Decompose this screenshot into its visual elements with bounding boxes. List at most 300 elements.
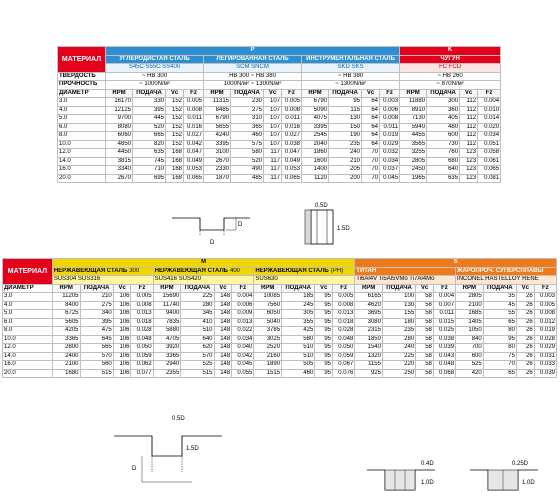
bottom-value-cell: 600: [456, 352, 484, 361]
top-value-cell: 1600: [302, 157, 329, 166]
bottom-material-name-row: [3, 267, 557, 276]
bottom-value-cell: 0.039: [433, 344, 455, 353]
top-hardness-value: ~ HB 300: [106, 72, 204, 81]
top-value-cell: 5940: [400, 123, 427, 132]
bottom-value-cell: 0.048: [131, 335, 153, 344]
bottom-value-cell: 95: [315, 352, 333, 361]
top-value-cell: 0.042: [184, 140, 204, 149]
top-value-cell: 0.005: [282, 98, 302, 107]
bottom-value-cell: 460: [282, 369, 315, 378]
bottom-value-cell: 106: [113, 310, 131, 319]
top-value-cell: 123: [460, 157, 478, 166]
top-table-row: [58, 157, 501, 166]
top-value-cell: 3395: [204, 140, 231, 149]
bottom-value-cell: 620: [181, 344, 214, 353]
top-table-row: [58, 140, 501, 149]
top-value-cell: 70: [362, 174, 380, 183]
bottom-value-cell: 395: [80, 318, 113, 327]
bottom-value-cell: 570: [181, 352, 214, 361]
bottom-value-cell: 148: [214, 293, 232, 302]
bottom-material-name-text: НЕРЖАВЕЮЩАЯ СТАЛЬ: [255, 267, 329, 274]
bottom-table-row: [3, 327, 557, 336]
bottom-value-cell: 305: [282, 310, 315, 319]
top-table-row: [58, 174, 501, 183]
top-value-cell: 635: [427, 174, 460, 183]
bottom-material-grades: INCONEL HASTELLOY RENE: [456, 276, 557, 285]
bottom-column-header: RPM: [153, 284, 181, 293]
bottom-value-cell: 26: [516, 318, 534, 327]
bottom-value-cell: 0.004: [232, 293, 254, 302]
top-column-header: Fz: [184, 89, 204, 98]
bottom-value-cell: 58: [416, 318, 434, 327]
bottom-value-cell: 280: [382, 335, 415, 344]
bottom-value-cell: 3365: [153, 352, 181, 361]
bottom-pocket-diagram-b: [468, 460, 548, 504]
bottom-value-cell: 95: [315, 318, 333, 327]
bottom-value-cell: 106: [113, 361, 131, 370]
bottom-material-name-text: ТИТАН: [356, 267, 377, 274]
top-value-cell: 0.047: [282, 149, 302, 158]
bottom-value-cell: 148: [214, 344, 232, 353]
top-diameter-cell: 4.0: [58, 106, 106, 115]
top-value-cell: 150: [329, 123, 362, 132]
bottom-value-cell: 7560: [254, 301, 282, 310]
top-value-cell: 112: [460, 140, 478, 149]
bottom-slot-diagram-label-side: 1.5D: [186, 446, 199, 452]
top-material-name: ИНСТРУМЕНТАЛЬНАЯ СТАЛЬ: [302, 55, 400, 64]
bottom-material-grades: SUS630: [254, 276, 355, 285]
bottom-value-cell: 148: [214, 318, 232, 327]
top-value-cell: 2040: [302, 140, 329, 149]
bottom-group-row: [3, 259, 557, 268]
bottom-pocket-diagram-a-label-top: 0.4D: [421, 461, 434, 467]
top-value-cell: 3565: [400, 140, 427, 149]
top-value-cell: 730: [427, 140, 460, 149]
top-material-name: ЧУГУН: [400, 55, 501, 64]
bottom-value-cell: 0.068: [433, 369, 455, 378]
top-value-cell: 635: [133, 149, 166, 158]
top-value-cell: 3815: [106, 157, 133, 166]
bottom-value-cell: 0.025: [433, 327, 455, 336]
bottom-material-grades: Ti6Al4V Ti5Al5VMo Ti7Al4Mo: [355, 276, 456, 285]
top-value-cell: 710: [133, 166, 166, 175]
bottom-value-cell: 0.004: [433, 293, 455, 302]
bottom-value-cell: 148: [214, 369, 232, 378]
bottom-value-cell: 130: [382, 301, 415, 310]
bottom-value-cell: 0.007: [433, 301, 455, 310]
top-value-cell: 0.008: [184, 106, 204, 115]
bottom-diameter-cell: 8.0: [3, 327, 53, 336]
top-value-cell: 0.065: [478, 166, 501, 175]
top-pocket-diagram-label-top: 0.5D: [315, 203, 328, 209]
top-value-cell: 123: [460, 166, 478, 175]
bottom-value-cell: 58: [416, 335, 434, 344]
bottom-value-cell: 0.008: [131, 301, 153, 310]
bottom-value-cell: 0.013: [131, 310, 153, 319]
bottom-material-grades: SUS416 SUS420: [153, 276, 254, 285]
bottom-value-cell: 0.003: [534, 293, 556, 302]
top-value-cell: 1400: [302, 166, 329, 175]
bottom-slot-diagram-label-top: 0.5D: [172, 416, 185, 422]
top-value-cell: 117: [264, 174, 282, 183]
bottom-material-name: [355, 267, 456, 276]
bottom-value-cell: 410: [181, 318, 214, 327]
top-value-cell: 520: [231, 157, 264, 166]
bottom-slot-diagram: [112, 412, 232, 497]
top-hardness-value: ~ HB 260: [400, 72, 501, 81]
bottom-value-cell: 26: [516, 310, 534, 319]
bottom-value-cell: 148: [214, 335, 232, 344]
top-hardness-value: ~ HB 380: [302, 72, 400, 81]
top-value-cell: 5655: [204, 123, 231, 132]
bottom-value-cell: 0.009: [232, 310, 254, 319]
top-value-cell: 480: [427, 123, 460, 132]
top-value-cell: 112: [460, 98, 478, 107]
top-value-cell: 12125: [106, 106, 133, 115]
bottom-value-cell: 0.031: [534, 352, 556, 361]
bottom-value-cell: 2315: [355, 327, 383, 336]
bottom-value-cell: 1515: [254, 369, 282, 378]
bottom-value-cell: 0.029: [534, 344, 556, 353]
top-cutting-table: [57, 46, 501, 183]
top-value-cell: 0.029: [380, 140, 400, 149]
bottom-value-cell: 100: [382, 293, 415, 302]
top-value-cell: 0.019: [380, 132, 400, 141]
top-value-cell: 0.049: [282, 157, 302, 166]
bottom-value-cell: 65: [483, 369, 516, 378]
top-value-cell: 168: [166, 166, 184, 175]
bottom-column-header: ПОДАЧА: [282, 284, 315, 293]
bottom-value-cell: 6725: [52, 310, 80, 319]
bottom-column-header: Fz: [131, 284, 153, 293]
bottom-value-cell: 225: [181, 293, 214, 302]
top-value-cell: 2330: [204, 166, 231, 175]
bottom-value-cell: 0.028: [534, 335, 556, 344]
top-value-cell: 64: [362, 123, 380, 132]
bottom-value-cell: 420: [456, 369, 484, 378]
bottom-diameter-cell: 3.0: [3, 293, 53, 302]
bottom-value-cell: 340: [80, 310, 113, 319]
bottom-value-cell: 0.011: [433, 310, 455, 319]
bottom-material-name-text: НЕРЖАВЕЮЩАЯ СТАЛЬ: [154, 267, 228, 274]
bottom-value-cell: 0.008: [534, 310, 556, 319]
top-hardness-label: ТВЕРДОСТЬ: [58, 72, 106, 81]
bottom-value-cell: 11740: [153, 301, 181, 310]
bottom-value-cell: 148: [214, 310, 232, 319]
bottom-table-row: [3, 301, 557, 310]
top-value-cell: 0.010: [478, 106, 501, 115]
top-value-cell: 695: [133, 174, 166, 183]
bottom-column-header-row: [3, 284, 557, 293]
top-column-header: RPM: [106, 89, 133, 98]
bottom-value-cell: 3080: [355, 318, 383, 327]
top-value-cell: 11315: [204, 98, 231, 107]
bottom-value-cell: 35: [483, 293, 516, 302]
top-value-cell: 8910: [400, 106, 427, 115]
bottom-value-cell: 0.033: [534, 361, 556, 370]
bottom-value-cell: 1680: [52, 369, 80, 378]
top-column-header: ПОДАЧА: [329, 89, 362, 98]
top-value-cell: 190: [329, 132, 362, 141]
bottom-value-cell: 58: [416, 352, 434, 361]
top-material-grade-row: [58, 64, 501, 73]
top-value-cell: 205: [329, 166, 362, 175]
top-value-cell: 2450: [400, 166, 427, 175]
top-diameter-cell: 3.0: [58, 98, 106, 107]
bottom-diameter-cell: 14.0: [3, 352, 53, 361]
bottom-value-cell: 570: [80, 352, 113, 361]
top-strength-label: ПРОЧНОСТЬ: [58, 81, 106, 90]
bottom-value-cell: 0.045: [232, 361, 254, 370]
top-value-cell: 11880: [400, 98, 427, 107]
top-value-cell: 520: [133, 123, 166, 132]
bottom-value-cell: 515: [181, 369, 214, 378]
top-value-cell: 665: [133, 132, 166, 141]
top-column-header: Fz: [282, 89, 302, 98]
bottom-value-cell: 280: [181, 301, 214, 310]
top-column-header: RPM: [204, 89, 231, 98]
bottom-value-cell: 0.015: [433, 318, 455, 327]
bottom-value-cell: 560: [80, 361, 113, 370]
top-value-cell: 820: [133, 140, 166, 149]
top-column-header: Vc: [460, 89, 478, 98]
top-value-cell: 70: [362, 149, 380, 158]
top-value-cell: 0.037: [380, 166, 400, 175]
bottom-value-cell: 3025: [254, 335, 282, 344]
top-value-cell: 8485: [204, 106, 231, 115]
top-value-cell: 0.011: [184, 115, 204, 124]
top-value-cell: 152: [166, 115, 184, 124]
top-value-cell: 760: [427, 149, 460, 158]
bottom-value-cell: 2355: [153, 369, 181, 378]
top-value-cell: 1120: [302, 174, 329, 183]
top-column-header: ПОДАЧА: [427, 89, 460, 98]
top-diameter-cell: 20.0: [58, 174, 106, 183]
top-value-cell: 0.032: [380, 149, 400, 158]
bottom-value-cell: 95: [315, 301, 333, 310]
top-value-cell: 9700: [106, 115, 133, 124]
top-value-cell: 3255: [400, 149, 427, 158]
top-diameter-label: ДИАМЕТР: [58, 89, 106, 98]
bottom-value-cell: 6165: [355, 293, 383, 302]
bottom-column-header: ПОДАЧА: [80, 284, 113, 293]
top-column-header: RPM: [302, 89, 329, 98]
top-value-cell: 330: [133, 98, 166, 107]
bottom-value-cell: 26: [516, 369, 534, 378]
bottom-value-cell: 26: [516, 327, 534, 336]
top-value-cell: 0.034: [380, 157, 400, 166]
bottom-value-cell: 3785: [254, 327, 282, 336]
top-slot-diagram-label-d1: D: [238, 222, 243, 228]
top-diameter-cell: 12.0: [58, 149, 106, 158]
bottom-value-cell: 2100: [456, 301, 484, 310]
top-value-cell: 4450: [106, 149, 133, 158]
bottom-value-cell: 4620: [355, 301, 383, 310]
bottom-value-cell: 58: [416, 344, 434, 353]
bottom-value-cell: 58: [416, 301, 434, 310]
bottom-value-cell: 0.038: [433, 335, 455, 344]
top-value-cell: 112: [460, 106, 478, 115]
top-value-cell: 0.081: [478, 174, 501, 183]
bottom-material-name-text: НЕРЖАВЕЮЩАЯ СТАЛЬ: [53, 267, 128, 274]
bottom-value-cell: 58: [416, 327, 434, 336]
bottom-value-cell: 58: [416, 369, 434, 378]
top-group-row: [58, 47, 501, 56]
top-value-cell: 95: [329, 98, 362, 107]
top-value-cell: 64: [362, 98, 380, 107]
bottom-value-cell: 1540: [355, 344, 383, 353]
bottom-value-cell: 510: [181, 327, 214, 336]
bottom-value-cell: 0.067: [333, 361, 355, 370]
top-value-cell: 485: [231, 174, 264, 183]
top-value-cell: 0.038: [282, 140, 302, 149]
bottom-value-cell: 0.013: [232, 318, 254, 327]
top-value-cell: 168: [166, 174, 184, 183]
top-material-label: МАТЕРИАЛ: [58, 47, 106, 73]
bottom-value-cell: 0.005: [534, 301, 556, 310]
bottom-value-cell: 106: [113, 293, 131, 302]
bottom-value-cell: 0.039: [534, 369, 556, 378]
bottom-value-cell: 0.018: [131, 318, 153, 327]
bottom-diameter-label: ДИАМЕТР: [3, 284, 53, 293]
bottom-table-row: [3, 310, 557, 319]
bottom-value-cell: 355: [282, 318, 315, 327]
bottom-value-cell: 75: [483, 352, 516, 361]
bottom-diameter-cell: 10.0: [3, 335, 53, 344]
top-value-cell: 0.047: [184, 149, 204, 158]
bottom-diameter-cell: 5.0: [3, 310, 53, 319]
bottom-column-header: Fz: [534, 284, 556, 293]
bottom-value-cell: 0.018: [333, 318, 355, 327]
top-column-header: ПОДАЧА: [231, 89, 264, 98]
top-value-cell: 0.027: [184, 132, 204, 141]
bottom-value-cell: 80: [483, 327, 516, 336]
bottom-value-cell: 45: [483, 301, 516, 310]
bottom-value-cell: 8400: [52, 301, 80, 310]
top-group-p: P: [106, 47, 400, 56]
bottom-pocket-diagram-b-label-top: 0.25D: [512, 461, 529, 467]
bottom-value-cell: 1850: [355, 335, 383, 344]
bottom-value-cell: 106: [113, 344, 131, 353]
top-material-grades: FC FCD: [400, 64, 501, 73]
bottom-value-cell: 0.059: [333, 352, 355, 361]
bottom-pocket-diagram-a: [365, 460, 445, 504]
bottom-value-cell: 525: [181, 361, 214, 370]
top-hardness-row: [58, 72, 501, 81]
top-value-cell: 6060: [106, 132, 133, 141]
bottom-value-cell: 220: [382, 361, 415, 370]
bottom-value-cell: 2100: [52, 361, 80, 370]
top-value-cell: 130: [329, 115, 362, 124]
top-column-header-row: [58, 89, 501, 98]
bottom-value-cell: 0.008: [333, 301, 355, 310]
top-value-cell: 300: [427, 98, 460, 107]
bottom-value-cell: 2400: [52, 352, 80, 361]
bottom-value-cell: 510: [282, 352, 315, 361]
bottom-pocket-diagram-a-label-side: 1.0D: [421, 480, 434, 486]
bottom-diameter-cell: 6.0: [3, 318, 53, 327]
top-value-cell: 168: [166, 157, 184, 166]
top-value-cell: 680: [427, 157, 460, 166]
bottom-value-cell: 70: [483, 361, 516, 370]
top-material-name: УГЛЕРОДИСТАЯ СТАЛЬ: [106, 55, 204, 64]
bottom-value-cell: 0.077: [131, 369, 153, 378]
bottom-material-name: [153, 267, 254, 276]
top-column-header: Fz: [478, 89, 501, 98]
bottom-material-name-suffix: 400: [229, 267, 240, 274]
bottom-value-cell: 106: [113, 335, 131, 344]
bottom-value-cell: 250: [382, 369, 415, 378]
bottom-value-cell: 95: [315, 335, 333, 344]
top-column-header: Fz: [380, 89, 400, 98]
bottom-column-header: RPM: [355, 284, 383, 293]
top-value-cell: 168: [166, 149, 184, 158]
top-value-cell: 360: [427, 106, 460, 115]
bottom-material-name: [52, 267, 153, 276]
top-value-cell: 107: [264, 123, 282, 132]
top-value-cell: 0.008: [380, 115, 400, 124]
bottom-value-cell: 0.043: [433, 352, 455, 361]
top-strength-value: ~ 870N/м²: [400, 81, 501, 90]
bottom-value-cell: 1890: [254, 361, 282, 370]
top-hardness-value: HB 300 ~ HB 380: [204, 72, 302, 81]
bottom-value-cell: 148: [214, 361, 232, 370]
bottom-value-cell: 240: [382, 344, 415, 353]
top-diameter-cell: 8.0: [58, 132, 106, 141]
bottom-table-row: [3, 369, 557, 378]
bottom-table-row: [3, 361, 557, 370]
top-value-cell: 310: [231, 115, 264, 124]
top-value-cell: 152: [166, 132, 184, 141]
top-strength-value: 1000N/м² ~ 1300N/м²: [204, 81, 302, 90]
top-value-cell: 230: [231, 98, 264, 107]
top-value-cell: 745: [133, 157, 166, 166]
bottom-value-cell: 26: [516, 352, 534, 361]
top-diameter-cell: 16.0: [58, 166, 106, 175]
bottom-value-cell: 1050: [456, 327, 484, 336]
top-strength-row: [58, 81, 501, 90]
bottom-value-cell: 225: [382, 352, 415, 361]
top-value-cell: 0.011: [380, 123, 400, 132]
top-column-header: Vc: [362, 89, 380, 98]
top-value-cell: 0.053: [184, 166, 204, 175]
bottom-value-cell: 5880: [153, 327, 181, 336]
top-value-cell: 0.020: [478, 123, 501, 132]
top-value-cell: 3100: [204, 149, 231, 158]
top-value-cell: 0.016: [184, 123, 204, 132]
top-value-cell: 2545: [302, 132, 329, 141]
top-value-cell: 112: [460, 132, 478, 141]
bottom-value-cell: 95: [315, 327, 333, 336]
top-value-cell: 0.005: [184, 98, 204, 107]
bottom-value-cell: 515: [80, 369, 113, 378]
bottom-value-cell: 95: [483, 335, 516, 344]
bottom-value-cell: 95: [315, 361, 333, 370]
bottom-value-cell: 0.005: [333, 293, 355, 302]
top-value-cell: 0.027: [282, 132, 302, 141]
bottom-value-cell: 2800: [52, 344, 80, 353]
bottom-value-cell: 475: [80, 327, 113, 336]
bottom-value-cell: 106: [113, 369, 131, 378]
bottom-value-cell: 565: [80, 344, 113, 353]
top-diameter-cell: 14.0: [58, 157, 106, 166]
top-value-cell: 16170: [106, 98, 133, 107]
bottom-value-cell: 645: [80, 335, 113, 344]
bottom-value-cell: 106: [113, 318, 131, 327]
bottom-value-cell: 4205: [52, 327, 80, 336]
top-value-cell: 1860: [302, 149, 329, 158]
bottom-value-cell: 700: [456, 344, 484, 353]
